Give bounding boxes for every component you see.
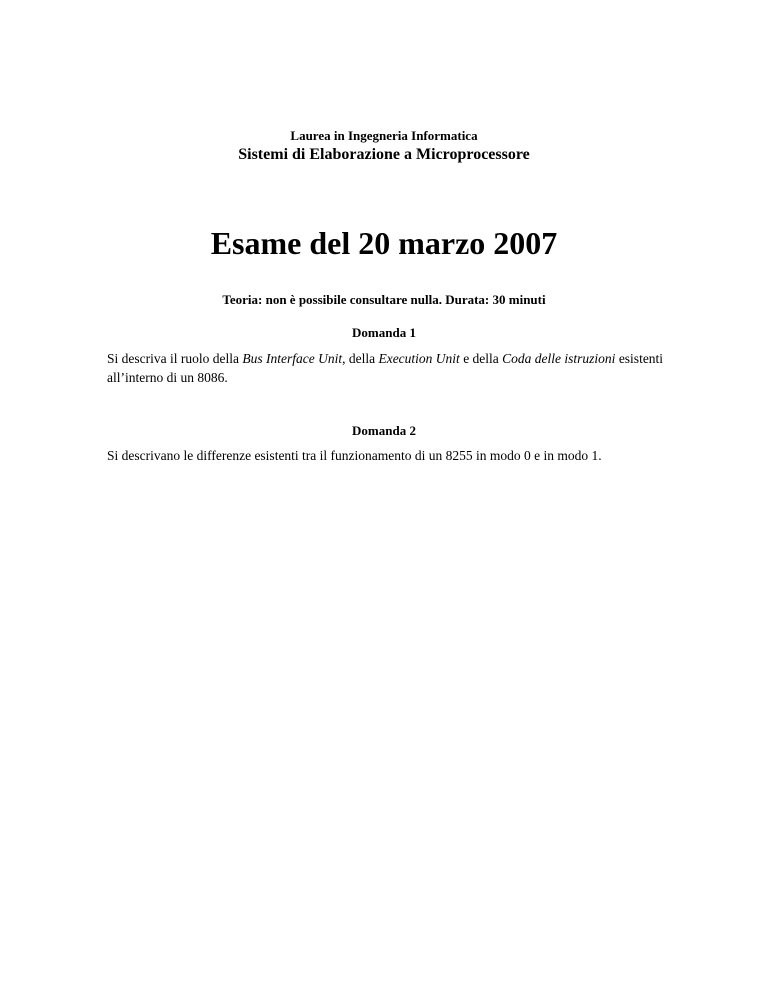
question-2-text: Si descrivano le differenze esistenti tra il funzionamento di un 8255 in modo 0 e in modo 1. xyxy=(107,448,602,463)
question-1-text-part: , della xyxy=(342,351,379,366)
exam-title: Esame del 20 marzo 2007 xyxy=(210,225,558,261)
course-name: Sistemi di Elaborazione a Microprocessore xyxy=(238,146,530,163)
question-1-heading: Domanda 1 xyxy=(352,325,416,340)
question-1-text-part: e della xyxy=(459,351,503,366)
execution-unit-term: Execution Unit xyxy=(378,351,460,366)
degree-program: Laurea in Ingegneria Informatica xyxy=(290,128,478,143)
question-1-text xyxy=(107,349,667,387)
exam-instructions: Teoria: non è possibile consultare nulla. Durata: 30 minuti xyxy=(222,292,546,307)
bus-interface-unit-term: Bus Interface Unit xyxy=(242,351,343,366)
question-1-text-part: Si descriva il ruolo della xyxy=(107,351,243,366)
question-1-text-part: esistenti all’interno di un 8086. xyxy=(107,351,664,385)
question-2-heading: Domanda 2 xyxy=(352,423,416,438)
instruction-queue-term: Coda delle istruzioni xyxy=(502,351,616,366)
